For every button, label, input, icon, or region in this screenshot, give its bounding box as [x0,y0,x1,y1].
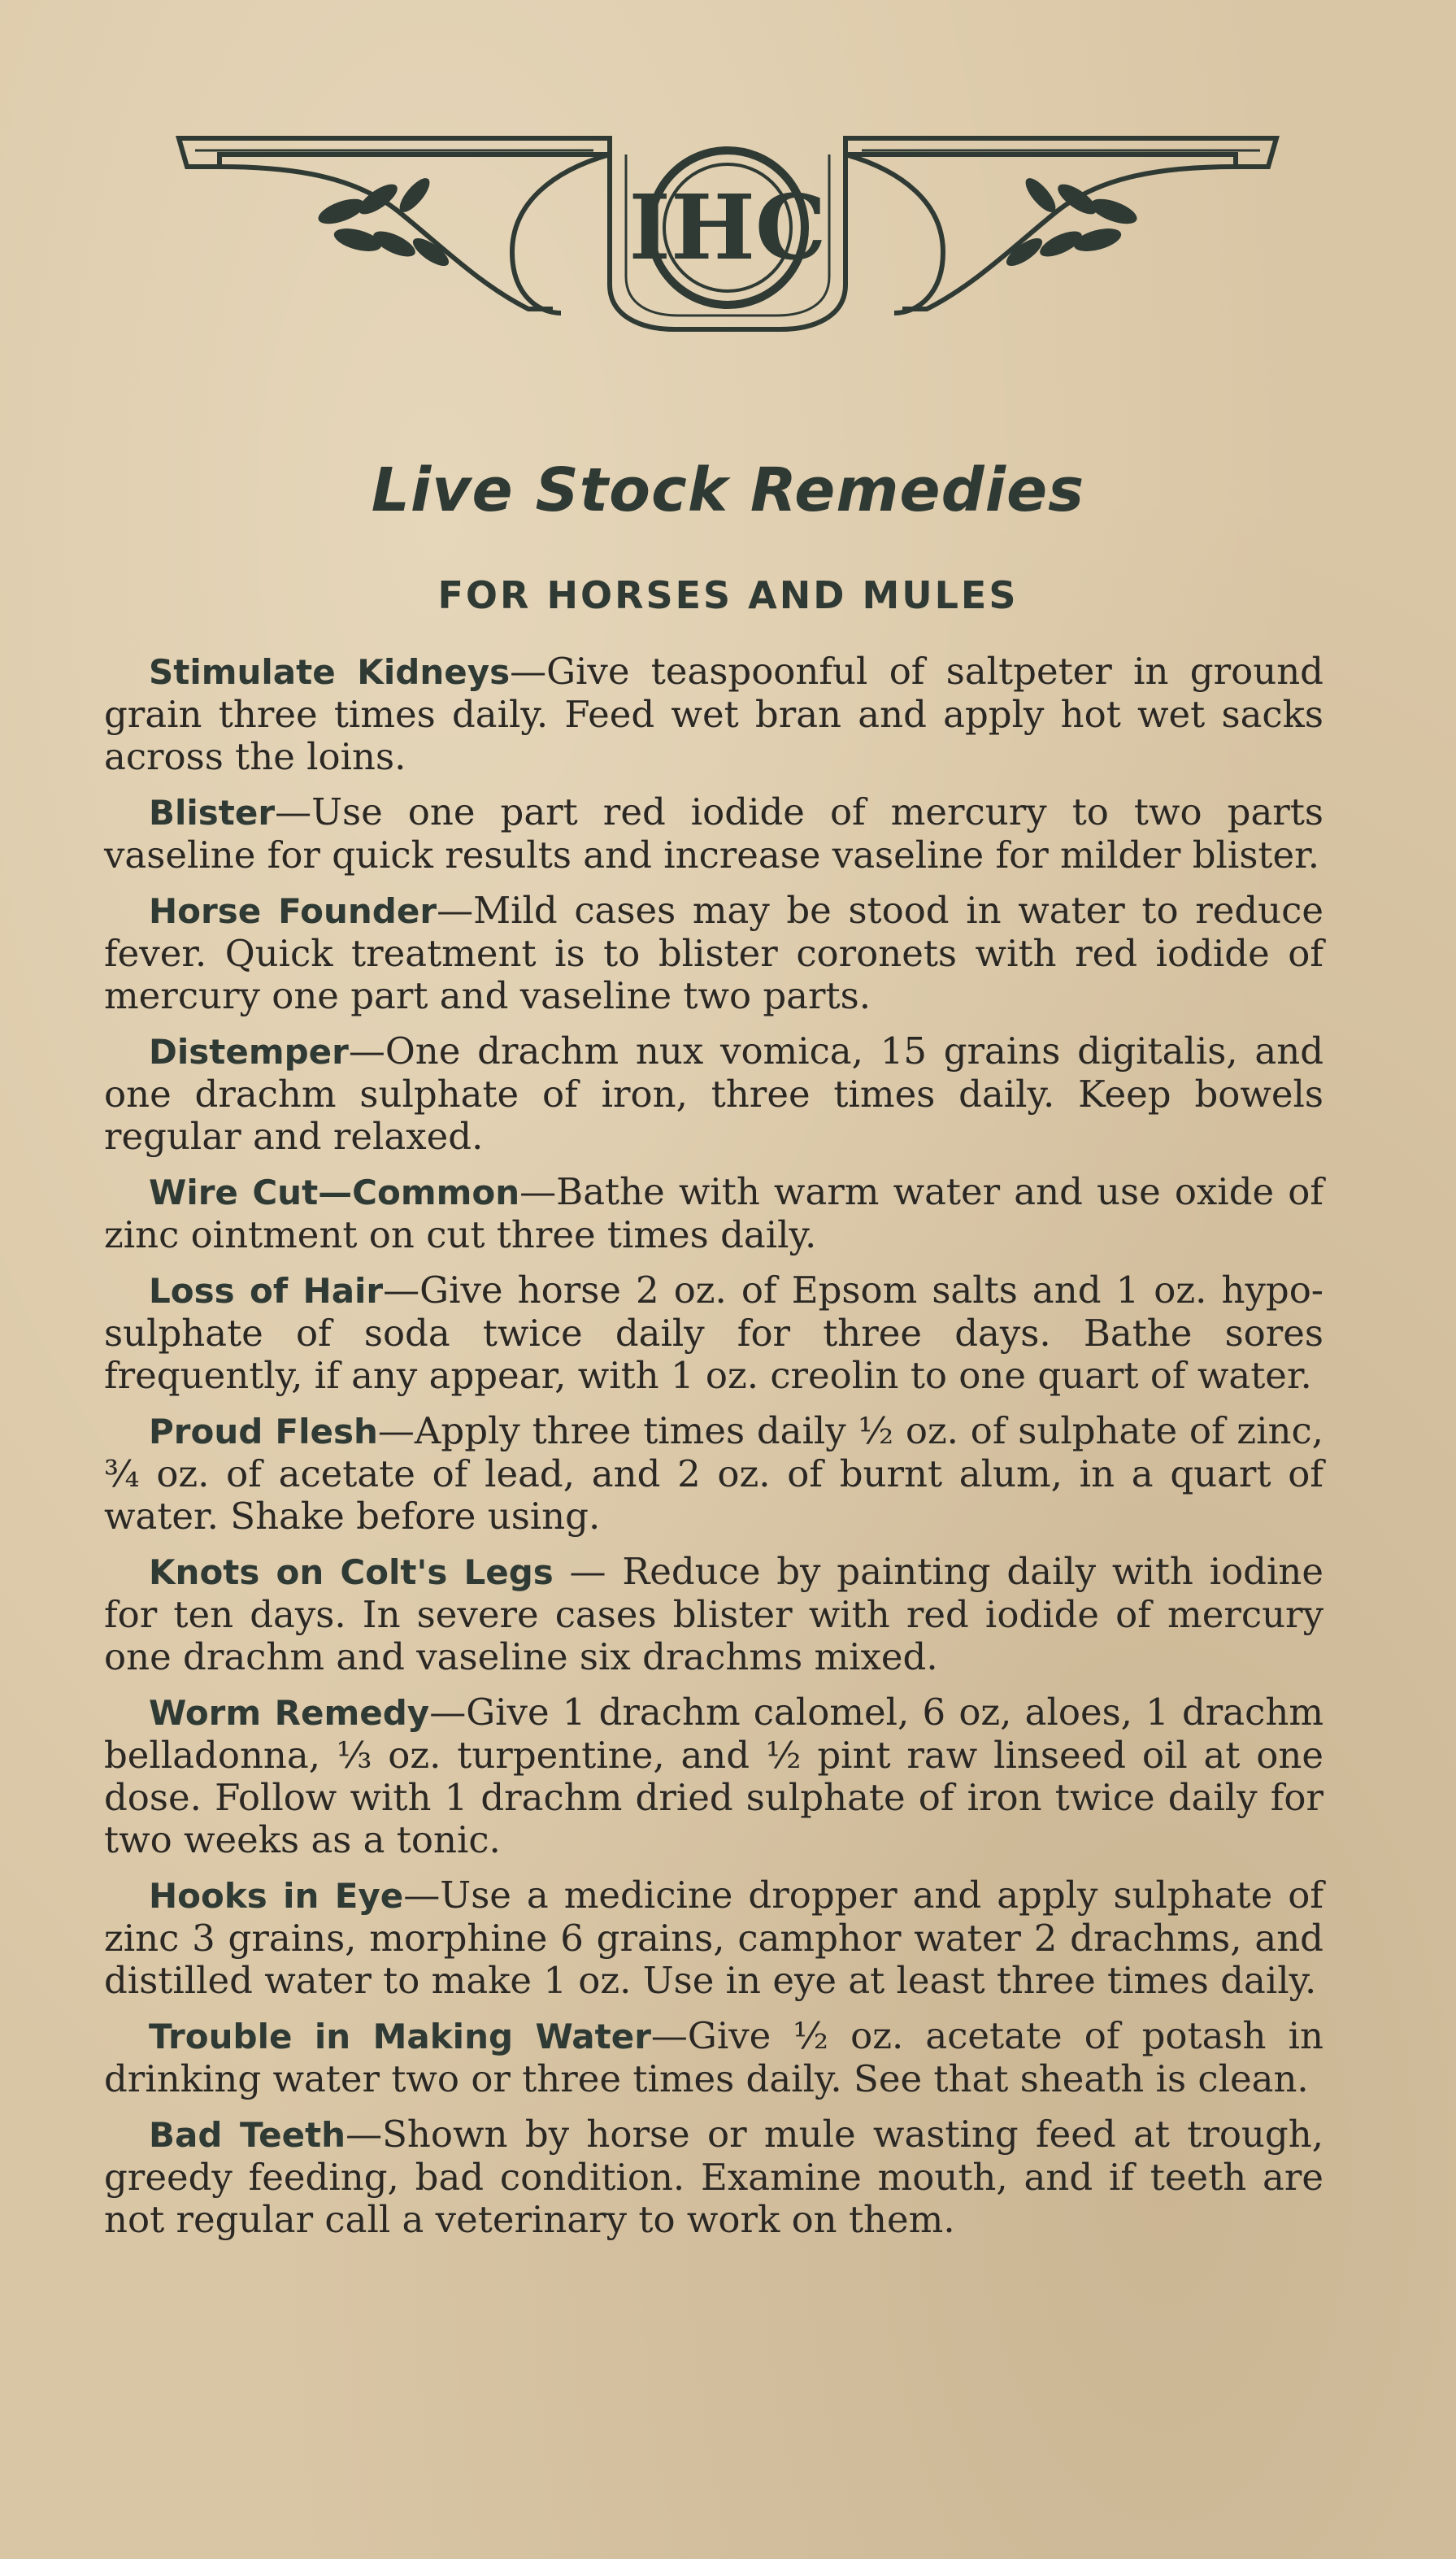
remedies-list [104,651,1323,2254]
remedy-name: Proud Flesh [149,1412,378,1451]
remedy-proud-flesh [104,1410,1323,1538]
remedy-name: Worm Remedy [149,1693,430,1733]
remedy-name: Trouble in Making Water [149,2017,651,2056]
remedy-stimulate-kidneys [104,651,1323,778]
ihc-monogram: IHC [628,175,827,280]
remedy-text: —Apply three times daily ½ oz. of sulphate of zinc, ¾ oz. of acetate of lead, and 2 oz. of burnt alum, in a quart of water. Shake before using. [104,1409,1323,1538]
remedy-text: —Give ½ oz. acetate of potash in drinking water two or three times daily. See that sheath is clean. [104,2014,1323,2100]
remedy-name: Wire Cut—Common [149,1173,520,1212]
remedy-name: Loss of Hair [149,1271,384,1311]
remedy-name: Knots on Colt's Legs [149,1552,554,1592]
remedy-text: —Give teaspoonful of saltpeter in ground grain three times daily. Feed wet bran and apply hot wet sacks across the loins. [104,650,1323,778]
remedy-text: —Bathe with warm water and use oxide of zinc ointment on cut three times daily. [104,1170,1323,1256]
remedy-distemper [104,1030,1323,1158]
remedy-text: —Shown by horse or mule wasting feed at trough, greedy feeding, bad condition. Examine mouth, and if teeth are not regular call a veterinary to work on them. [104,2113,1323,2241]
remedy-text: —One drachm nux vomica, 15 grains digitalis, and one drachm sulphate of iron, three times daily. Keep bowels regular and relaxed. [104,1029,1323,1158]
remedy-text: —Give 1 drachm calomel, 6 oz, aloes, 1 drachm belladonna, ⅓ oz. turpentine, and ½ pint raw linseed oil at one dose. Follow with 1 drachm dried sulphate of iron twice daily for two weeks as a tonic. [104,1691,1323,1861]
remedy-blister [104,791,1323,877]
remedy-text: —Use one part red iodide of mercury to two parts vaseline for quick results and increase vaseline for milder blister. [104,790,1323,877]
remedy-text: —Use a medicine dropper and apply sulphate of zinc 3 grains, morphine 6 grains, camphor water 2 drachms, and distilled water to make 1 oz. Use in eye at least three times daily. [104,1874,1323,2002]
remedy-name: Distemper [149,1032,349,1072]
remedy-trouble-making-water [104,2015,1323,2100]
remedy-wire-cut [104,1171,1323,1256]
remedy-name: Blister [149,793,276,833]
remedy-hooks-in-eye [104,1874,1323,2002]
remedy-knots-on-colts-legs [104,1551,1323,1678]
remedy-text: —Mild cases may be stood in water to reduce fever. Quick treatment is to blister coronets with red iodide of mercury one part and vaseline two parts. [104,889,1323,1017]
page-title: Live Stock Remedies [371,455,1085,525]
remedy-name: Hooks in Eye [149,1876,404,1916]
page-subtitle: FOR HORSES AND MULES [437,573,1019,617]
remedy-text: —Give horse 2 oz. of Epsom salts and 1 oz. hypo-sulphate of soda twice daily for three days. Bathe sores frequently, if any appear, with 1 oz. creolin to one quart of water. [104,1269,1323,1397]
remedy-worm-remedy [104,1691,1323,1861]
remedy-name: Horse Founder [149,891,437,931]
remedy-name: Bad Teeth [149,2115,346,2155]
remedy-loss-of-hair [104,1269,1323,1397]
remedy-bad-teeth [104,2113,1323,2241]
remedy-name: Stimulate Kidneys [149,652,511,692]
remedy-horse-founder [104,890,1323,1017]
remedy-text: — Reduce by painting daily with iodine for ten days. In severe cases blister with red iodide of mercury one drachm and vaseline six drachms mixed. [104,1550,1323,1678]
ihc-ornament-header [171,122,1284,350]
